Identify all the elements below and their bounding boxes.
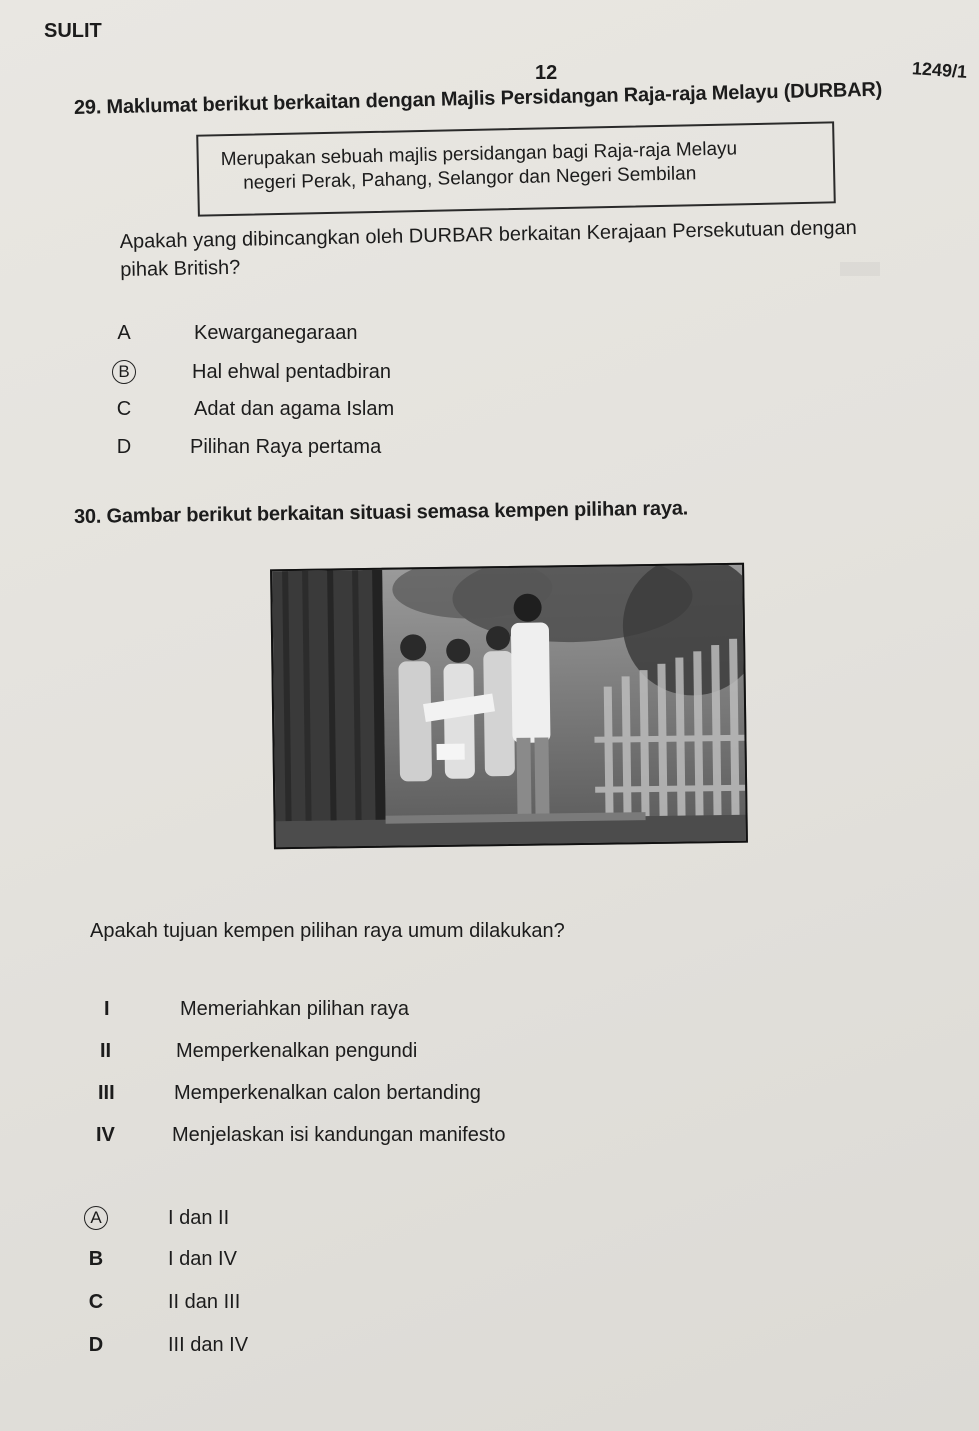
q30-option-c[interactable] [82,1291,240,1314]
q30-option-text: I dan IV [168,1248,237,1270]
statement-text: Memperkenalkan calon bertanding [174,1082,481,1104]
q30-option-a[interactable] [82,1206,229,1230]
q29-option-text: Adat dan agama Islam [194,398,395,420]
q30-question: Apakah tujuan kempen pilihan raya umum dilakukan? [90,920,565,942]
q30-stem: 30. Gambar berikut berkaitan situasi semasa kempen pilihan raya. [73,497,689,528]
q30-statement-3 [96,1082,481,1105]
statement-numeral: I [104,998,110,1020]
q29-info-box [196,121,836,216]
statement-numeral: II [100,1040,112,1062]
statement-numeral: III [98,1082,115,1104]
page-number: 12 [535,62,558,84]
q29-box-line-1: Merupakan sebuah majlis persidangan bagi Raja-raja Melayu [220,138,738,171]
q29-option-a[interactable] [110,322,357,345]
statement-text: Memperkenalkan pengundi [176,1040,418,1062]
q29-question-line-1: Apakah yang dibincangkan oleh DURBAR berkaitan Kerajaan Persekutuan dengan [119,216,857,254]
q29-question-line-2: pihak British? [120,256,241,281]
q29-option-letter-circled: B [112,360,136,384]
q30-option-text: II dan III [168,1291,241,1313]
q29-option-letter: D [116,436,132,458]
q29-option-letter: A [117,322,131,344]
q29-option-text: Hal ehwal pentadbiran [192,360,392,383]
q29-option-letter-wrap [110,360,138,384]
q29-question [119,214,857,284]
statement-text: Memeriahkan pilihan raya [180,998,410,1020]
q29-option-text: Kewarganegaraan [194,322,358,344]
q29-stem: 29. Maklumat berikut berkaitan dengan Majlis Persidangan Raja-raja Melayu (DURBAR) [73,78,883,119]
q29-box-line-2: negeri Perak, Pahang, Selangor dan Negeri Sembilan [243,163,697,194]
q29-option-letter: C [116,398,132,420]
q30-option-text: I dan II [168,1206,230,1229]
statement-text: Menjelaskan isi kandungan manifesto [172,1124,506,1146]
q30-statement-2 [96,1040,417,1063]
q29-option-b[interactable] [110,360,391,384]
campaign-photo [270,563,748,850]
q29-option-text: Pilihan Raya pertama [190,436,382,458]
q30-option-letter: C [88,1291,104,1313]
q30-option-letter-wrap [82,1206,110,1230]
q30-option-letter-circled: A [84,1206,108,1230]
campaign-photo-image [272,565,746,848]
q29-option-c[interactable] [110,398,394,421]
q30-option-b[interactable] [82,1248,237,1271]
q30-option-d[interactable] [82,1334,248,1357]
q29-option-d[interactable] [110,436,381,459]
q30-statement-4 [96,1124,506,1147]
statement-numeral: IV [96,1124,115,1146]
q30-option-letter: B [88,1248,104,1270]
q30-statement-1 [96,998,409,1021]
paper-code: 1249/1 [911,58,968,82]
sulit-label: SULIT [44,20,102,42]
q30-option-letter: D [88,1334,104,1356]
q30-option-text: III dan IV [168,1334,249,1356]
